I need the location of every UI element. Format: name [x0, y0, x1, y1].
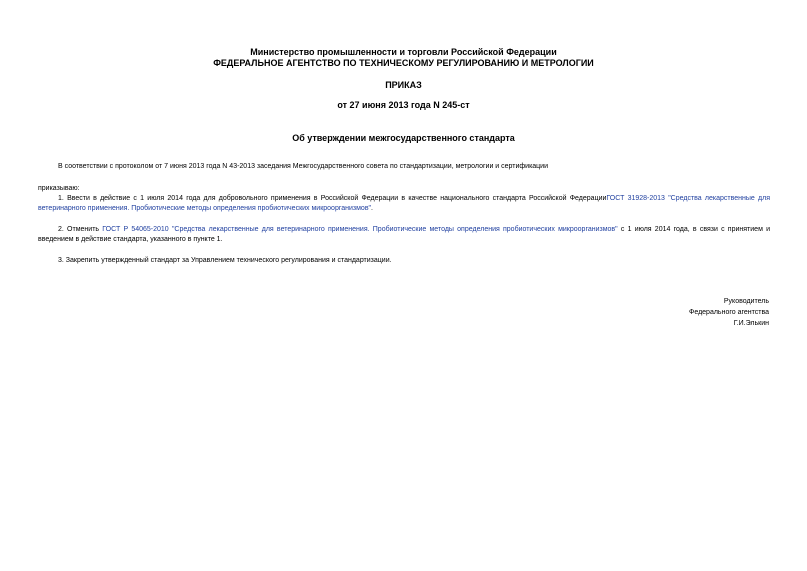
item-2-suffix: с 1 июля 2014 года, в связи с принятием и введением в действие стандарта, указанного в пункте 1. — [38, 226, 771, 243]
gost-31928-title-link[interactable]: "Средства лекарственные для ветеринарного применения. Пробиотические методы определения пробиотических микроорганизмов" — [38, 195, 770, 212]
item-2-prefix: 2. Отменить — [58, 226, 103, 233]
document-type: ПРИКАЗ — [385, 80, 422, 90]
gost-r-54065-title-link[interactable]: "Средства лекарственные для ветеринарного применения. Пробиотические методы определения пробиотических микроорганизмов" — [171, 226, 618, 233]
gost-31928-link[interactable]: ГОСТ 31928-2013 — [606, 195, 665, 202]
intro-paragraph: В соответствии с протоколом от 7 июня 2013 года N 43-2013 заседания Межгосударственного совета по стандартизации, метрологии и сертификации — [58, 163, 549, 170]
document-subject: Об утверждении межгосударственного стандарта — [292, 133, 515, 143]
item-1-prefix: 1. Ввести в действие с 1 июля 2014 года для добровольного применения в Российской Федерации в качестве национального стандарта Российской Федерации — [58, 195, 607, 202]
signature-title: Руководитель — [723, 298, 769, 305]
item-2-paragraph — [38, 225, 770, 245]
ministry-name: Министерство промышленности и торговли Российской Федерации — [250, 47, 557, 57]
item-1-paragraph — [38, 194, 770, 214]
agency-name: ФЕДЕРАЛЬНОЕ АГЕНТСТВО ПО ТЕХНИЧЕСКОМУ РЕГУЛИРОВАНИЮ И МЕТРОЛОГИИ — [213, 58, 594, 68]
document-date-number: от 27 июня 2013 года N 245-ст — [337, 100, 470, 110]
item-3-paragraph: 3. Закрепить утвержденный стандарт за Управлением технического регулирования и стандартизации. — [58, 257, 392, 264]
item-1-suffix: . — [371, 205, 373, 212]
gost-r-54065-link[interactable]: ГОСТ Р 54065-2010 — [102, 226, 169, 233]
signature-name: Г.И.Элькин — [733, 320, 769, 327]
order-word: приказываю: — [38, 185, 80, 192]
signature-organization: Федерального агентства — [689, 309, 769, 316]
